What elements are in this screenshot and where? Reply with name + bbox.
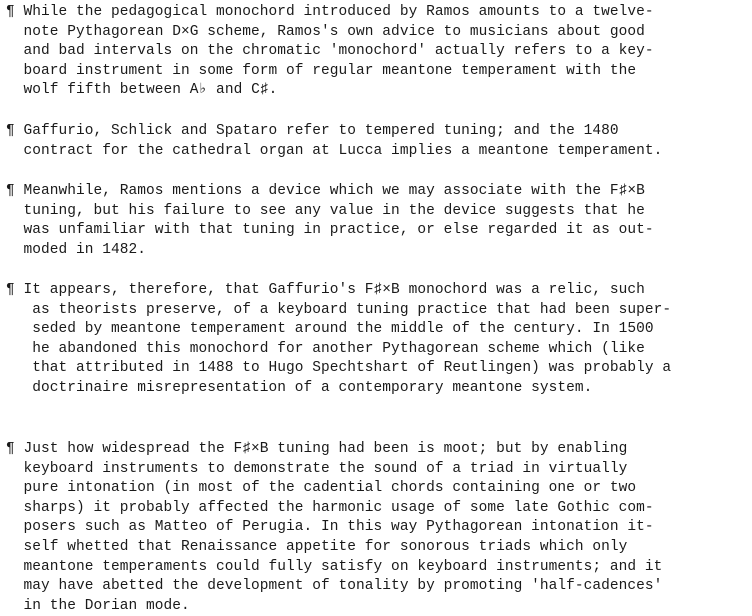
text-line: keyboard instruments to demonstrate the sound of a triad in virtually <box>6 460 628 477</box>
text-line: sharps) it probably affected the harmonic usage of some late Gothic com- <box>6 499 654 516</box>
text-line: ¶ It appears, therefore, that Gaffurio's F♯×B monochord was a relic, such <box>6 282 645 298</box>
paragraph-ramos-device <box>6 182 748 260</box>
paragraph-tempered-tuning <box>6 122 748 161</box>
text-line: ¶ Meanwhile, Ramos mentions a device which we may associate with the F♯×B <box>6 183 645 199</box>
text-line: note Pythagorean D×G scheme, Ramos's own advice to musicians about good <box>6 23 645 40</box>
text-line: he abandoned this monochord for another Pythagorean scheme which (like <box>6 340 645 357</box>
text-line: as theorists preserve, of a keyboard tuning practice that had been super- <box>6 301 672 318</box>
text-line: ¶ Just how widespread the F♯×B tuning had been is moot; but by enabling <box>6 441 628 457</box>
text-line: that attributed in 1488 to Hugo Spechtshart of Reutlingen) was probably a <box>6 360 672 377</box>
text-line: pure intonation (in most of the cadential chords containing one or two <box>6 480 637 497</box>
text-line: in the Dorian mode. <box>6 597 190 614</box>
text-line: doctrinaire misrepresentation of a contemporary meantone system. <box>6 379 593 396</box>
text-line: meantone temperaments could fully satisfy on keyboard instruments; and it <box>6 558 663 575</box>
paragraph-ramos-monochord <box>6 3 748 101</box>
text-line: tuning, but his failure to see any value in the device suggests that he <box>6 202 645 219</box>
text-line: board instrument in some form of regular meantone temperament with the <box>6 62 637 79</box>
paragraph-tuning-widespread <box>6 440 748 616</box>
text-line: was unfamiliar with that tuning in practice, or else regarded it as out- <box>6 222 654 239</box>
text-line: self whetted that Renaissance appetite for sonorous triads which only <box>6 538 628 555</box>
text-line: posers such as Matteo of Perugia. In this way Pythagorean intonation it- <box>6 519 654 536</box>
text-line: contract for the cathedral organ at Lucca implies a meantone temperament. <box>6 142 663 159</box>
text-line: ¶ While the pedagogical monochord introduced by Ramos amounts to a twelve- <box>6 4 654 20</box>
text-line: seded by meantone temperament around the middle of the century. In 1500 <box>6 321 654 338</box>
text-line: and bad intervals on the chromatic 'monochord' actually refers to a key- <box>6 43 654 60</box>
text-line: moded in 1482. <box>6 241 147 258</box>
text-line: wolf fifth between A♭ and C♯. <box>6 82 278 99</box>
text-line: ¶ Gaffurio, Schlick and Spataro refer to tempered tuning; and the 1480 <box>6 123 619 139</box>
text-line: may have abetted the development of tonality by promoting 'half-cadences' <box>6 578 663 595</box>
paragraph-gaffurio-relic <box>6 281 748 399</box>
